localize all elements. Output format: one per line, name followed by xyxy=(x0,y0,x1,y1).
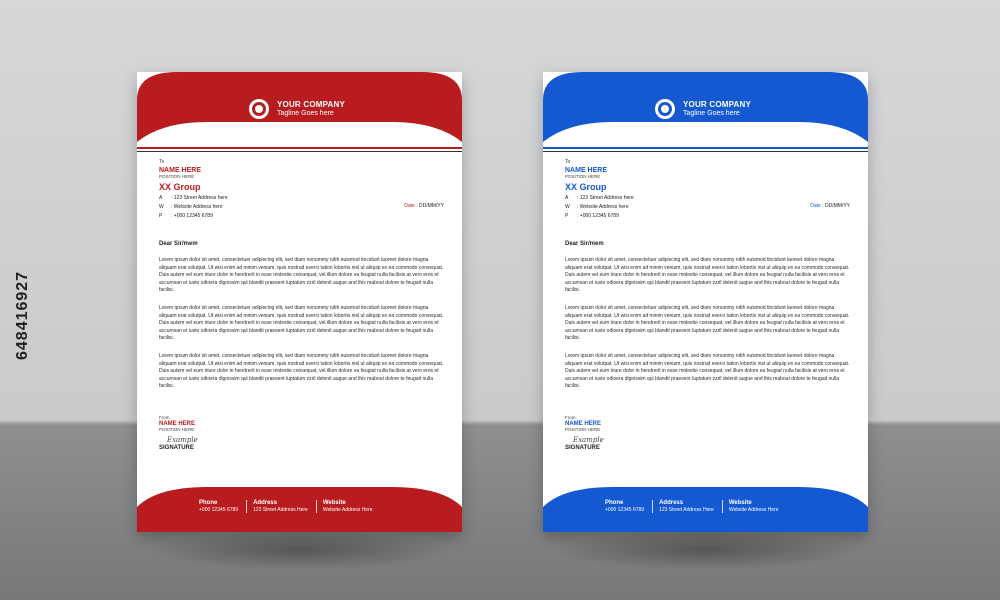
company-tagline: Tagline Goes here xyxy=(683,109,740,117)
contact-key: P xyxy=(159,213,163,219)
header-rule xyxy=(543,147,868,149)
header-rule xyxy=(137,147,462,149)
contact-key: W xyxy=(159,204,164,210)
footer-heading: Phone xyxy=(199,500,218,506)
footer-contact xyxy=(199,500,373,513)
contact-website xyxy=(159,204,444,210)
greeting: Dear Sir/mem xyxy=(565,241,604,247)
contact-phone xyxy=(565,213,850,219)
footer-address xyxy=(652,500,714,513)
sender-position: POSITION HERE xyxy=(565,427,601,432)
contact-key: A xyxy=(159,195,163,201)
footer-phone xyxy=(605,500,644,513)
recipient-position: POSITION HERE xyxy=(159,174,195,179)
date-value: DD/MM/YY xyxy=(825,203,850,209)
header-rule-thin xyxy=(137,151,462,152)
body-paragraph: Lorem ipsum dolor sit amet, consectetuer adipiscing elit, sed diam nonummy nibh euismod tincidunt laoreet dolore magna aliquam erat volutpat. Ut wisi enim ad minim veniam, quis nostrud exerci tation lobortis nisl ut aliquip ex ea commodo consequat. Duis autem vel eum iriure dolor in hendrerit in esse molestie consequat, vel illum dolore eu feugiat nulla facilisis at vero eros et accumsan et iusto odioera dignissim qui blandit praesent luptatum zzril delenit augue and this mabout dolore te feugait nulla facilisi. xyxy=(159,352,444,390)
footer-contact xyxy=(605,500,779,513)
footer-value: Website Address Here xyxy=(728,507,779,513)
sender-block xyxy=(565,415,604,451)
contact-key: A xyxy=(565,195,569,201)
contact-value: : Website Address here xyxy=(577,204,629,210)
header-rule-thin xyxy=(543,151,868,152)
footer-value: Website Address Here xyxy=(322,507,373,513)
recipient-position: POSITION HERE xyxy=(565,174,601,179)
sheet-shadow xyxy=(145,530,455,570)
greeting: Dear Sir/mem xyxy=(159,241,198,247)
company-tagline: Tagline Goes here xyxy=(277,109,334,117)
sender-name: NAME HERE xyxy=(159,421,196,427)
recipient-company: XX Group xyxy=(565,182,607,192)
footer-value: +000 12345 6789 xyxy=(199,507,239,513)
contact-key: P xyxy=(565,213,569,219)
contact-address xyxy=(565,195,850,201)
recipient-name: NAME HERE xyxy=(565,167,608,174)
date-line xyxy=(810,203,850,209)
date-label: Date : xyxy=(810,203,824,209)
contact-website xyxy=(565,204,850,210)
body-paragraph: Lorem ipsum dolor sit amet, consectetuer adipiscing elit, sed diam nonummy nibh euismod tincidunt laoreet dolore magna aliquam erat volutpat. Ut wisi enim ad minim veniam, quis nostrud exerci tation lobortis nisl ut aliquip ex ea commodo consequat. Duis autem vel eum iriure dolor in hendrerit in esse molestie consequat, vel illum dolore eu feugiat nulla facilisis at vero eros et accumsan et iusto odioera dignissim qui blandit praesent luptatum zzril delenit augue and this mabout dolore te feugait nulla facilisi. xyxy=(159,257,444,294)
signature-label: SIGNATURE xyxy=(159,445,194,451)
date-label: Date : xyxy=(404,203,418,209)
signature-label: SIGNATURE xyxy=(565,445,600,451)
footer-heading: Address xyxy=(659,500,684,506)
footer-heading: Website xyxy=(728,500,752,506)
company-logo xyxy=(249,99,345,119)
contact-value: : Website Address here xyxy=(171,204,223,210)
company-logo xyxy=(655,99,751,119)
date-line xyxy=(404,203,444,209)
to-label: To xyxy=(159,159,165,165)
sheet-shadow xyxy=(550,530,860,570)
recipient-company: XX Group xyxy=(159,182,201,192)
contact-address xyxy=(159,195,444,201)
contact-value: : +000 12345 6789 xyxy=(577,213,619,219)
contact-value: : 123 Street Address here xyxy=(171,195,228,201)
to-label: To xyxy=(565,159,571,165)
contact-value: : 123 Street Address here xyxy=(577,195,634,201)
from-label: From xyxy=(565,415,576,420)
letterhead-red xyxy=(137,72,462,532)
letter-body xyxy=(159,159,444,391)
company-name: YOUR COMPANY xyxy=(683,100,752,110)
signature-script: Example xyxy=(167,436,198,444)
contact-key: W xyxy=(565,204,570,210)
footer-phone xyxy=(199,500,238,513)
footer-heading: Phone xyxy=(605,500,624,506)
recipient-name: NAME HERE xyxy=(159,167,202,174)
footer-value: +000 12345 6789 xyxy=(605,507,645,513)
footer-value: 123 Street Address Here xyxy=(253,507,308,513)
footer-value: 123 Street Address Here xyxy=(659,507,714,513)
sender-name: NAME HERE xyxy=(565,421,602,427)
logo-ring-icon xyxy=(655,99,675,119)
body-paragraph: Lorem ipsum dolor sit amet, consectetuer adipiscing elit, sed diam nonummy nibh euismod tincidunt laoreet dolore magna aliquam erat volutpat. Ut wisi enim ad minim veniam, quis nostrud exerci tation lobortis nisl ut aliquip ex ea commodo consequat. Duis autem vel eum iriure dolor in hendrerit in esse molestie consequat, vel illum dolore eu feugiat nulla facilisis at vero eros et accumsan et iusto odioera dignissim qui blandit praesent luptatum zzril delenit augue and this mabout dolore te feugait nulla facilisi. xyxy=(565,352,850,390)
footer-website xyxy=(316,500,373,513)
body-paragraph: Lorem ipsum dolor sit amet, consectetuer adipiscing elit, sed diam nonummy nibh euismod tincidunt laoreet dolore magna aliquam erat volutpat. Ut wisi enim ad minim veniam, quis nostrud exerci tation lobortis nisl ut aliquip ex ea commodo consequat. Duis autem vel eum iriure dolor in hendrerit in esse molestie consequat, vel illum dolore eu feugiat nulla facilisis at vero eros et accumsan et iusto odioera dignissim qui blandit praesent luptatum zzril delenit augue and this mabout dolore te feugait nulla facilisi. xyxy=(565,304,850,342)
letterhead-blue xyxy=(543,72,868,532)
footer-address xyxy=(246,500,308,513)
date-value: DD/MM/YY xyxy=(419,203,444,209)
company-name: YOUR COMPANY xyxy=(277,100,346,110)
signature-script: Example xyxy=(573,436,604,444)
letter-body xyxy=(565,159,850,391)
sender-position: POSITION HERE xyxy=(159,427,195,432)
stock-id: 648416927 xyxy=(14,270,31,360)
contact-value: : +000 12345 6789 xyxy=(171,213,213,219)
sender-block xyxy=(159,415,198,451)
footer-heading: Website xyxy=(322,500,346,506)
body-paragraph: Lorem ipsum dolor sit amet, consectetuer adipiscing elit, sed diam nonummy nibh euismod tincidunt laoreet dolore magna aliquam erat volutpat. Ut wisi enim ad minim veniam, quis nostrud exerci tation lobortis nisl ut aliquip ex ea commodo consequat. Duis autem vel eum iriure dolor in hendrerit in esse molestie consequat, vel illum dolore eu feugiat nulla facilisis at vero eros et accumsan et iusto odioera dignissim qui blandit praesent luptatum zzril delenit augue and this mabout dolore te feugait nulla facilisi. xyxy=(159,304,444,342)
footer-heading: Address xyxy=(253,500,278,506)
from-label: From xyxy=(159,415,170,420)
footer-website xyxy=(722,500,779,513)
body-paragraph: Lorem ipsum dolor sit amet, consectetuer adipiscing elit, sed diam nonummy nibh euismod tincidunt laoreet dolore magna aliquam erat volutpat. Ut wisi enim ad minim veniam, quis nostrud exerci tation lobortis nisl ut aliquip ex ea commodo consequat. Duis autem vel eum iriure dolor in hendrerit in esse molestie consequat, vel illum dolore eu feugiat nulla facilisis at vero eros et accumsan et iusto odioera dignissim qui blandit praesent luptatum zzril delenit augue and this mabout dolore te feugait nulla facilisi. xyxy=(565,257,850,294)
logo-ring-icon xyxy=(249,99,269,119)
contact-phone xyxy=(159,213,444,219)
